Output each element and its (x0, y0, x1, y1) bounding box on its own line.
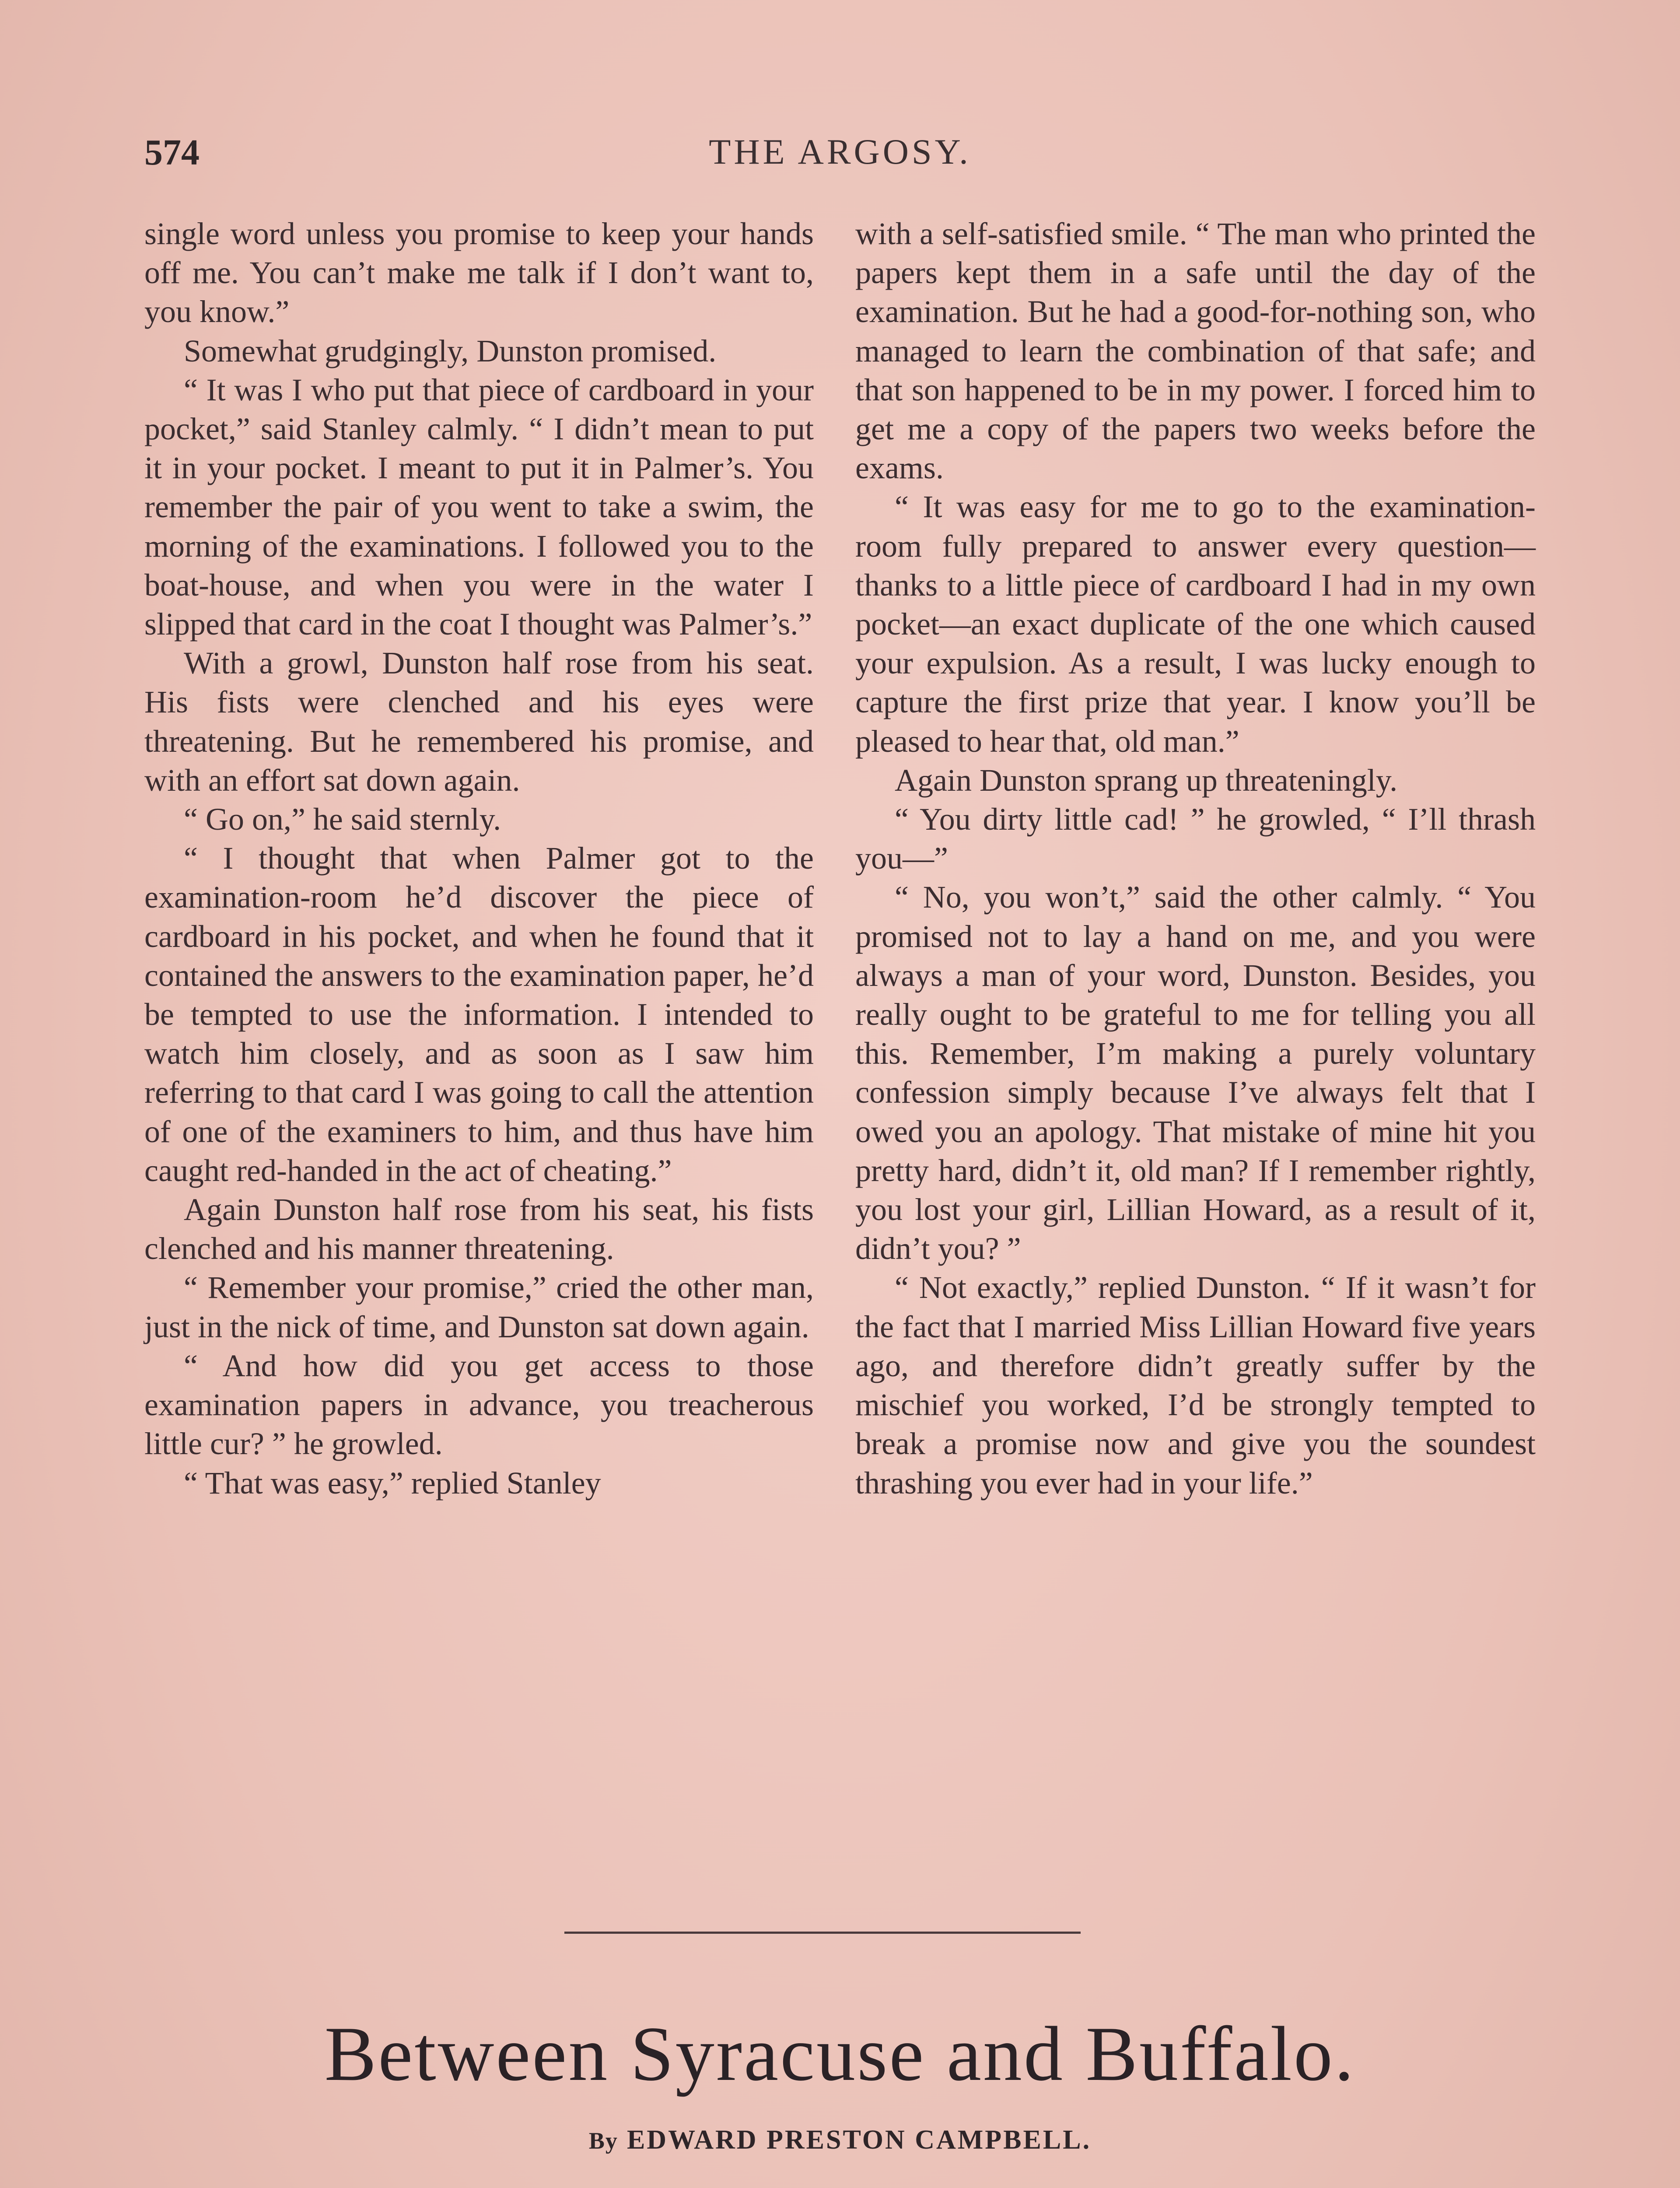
paragraph: “ No, you won’t,” said the other calmly. “ You promised not to lay a hand on me, and you were always a man of your word, Dunston. Besides, you really ought to be grateful to me for telling you all this. Remember, I’m making a purely voluntary confession simply because I’ve always felt that I owed you an apology. That mistake of mine hit you pretty hard, didn’t it, old man? If I remember rightly, you lost your girl, Lillian Howard, as a result of it, didn’t you? ” (855, 880, 1536, 1266)
paragraph: “ You dirty little cad! ” he growled, “ I’ll thrash you—” (855, 802, 1536, 876)
paragraph: Again Dunston half rose from his seat, his fists clenched and his manner threatening. (144, 1192, 814, 1266)
paragraph: “ I thought that when Palmer got to the examination-room he’d discover the piece of cardboard in his pocket, and when he found that it contained the answers to the examination paper, he’d be tempted to use the information. I intended to watch him closely, and as soon as I saw him referring to that card I was going to call the attention of one of the examiners to him, and thus have him caught red-handed in the act of cheating.” (144, 841, 814, 1188)
section-divider (564, 1932, 1081, 1934)
paragraph: with a self-satisfied smile. “ The man who printed the papers kept them in a safe until the day of the examination. But he had a good-for-nothing son, who managed to learn the combination of that safe; and that son happened to be in my power. I forced him to get me a copy of the papers two weeks before the exams. (855, 216, 1536, 486)
paragraph: Somewhat grudgingly, Dunston promised. (184, 333, 717, 368)
paragraph: “ That was easy,” replied Stanley (184, 1465, 601, 1501)
paragraph: “ Not exactly,” replied Dunston. “ If it wasn’t for the fact that I married Miss Lillian Howard five years ago, and therefore didn’t greatly suffer by the mischief you worked, I’d be strongly tempted to break a promise now and give you the soundest thrashing you ever had in your life.” (855, 1270, 1536, 1501)
paragraph: Again Dunston sprang up threateningly. (895, 762, 1398, 798)
page-number: 574 (144, 132, 200, 173)
paragraph: “ And how did you get access to those examination papers in advance, you treacherous little cur? ” he growled. (144, 1348, 814, 1462)
right-column (855, 214, 1536, 1503)
page-header (144, 131, 1536, 179)
paragraph: With a growl, Dunston half rose from his seat. His fists were clenched and his eyes were threatening. But he remembered his promise, and with an effort sat down again. (144, 645, 814, 798)
paragraph: single word unless you promise to keep your hands off me. You can’t make me talk if I don’t want to, you know.” (144, 216, 814, 330)
byline (0, 2125, 1680, 2156)
running-head: THE ARGOSY. (709, 132, 971, 172)
story-title: Between Syracuse and Buffalo. (324, 2010, 1356, 2097)
paragraph: “ It was easy for me to go to the examination-room fully prepared to answer every question—thanks to a little piece of cardboard I had in my own pocket—an exact duplicate of the one which caused your expulsion. As a result, I was lucky enough to capture the first prize that year. I know you’ll be pleased to hear that, old man.” (855, 489, 1536, 759)
author-name: EDWARD PRESTON CAMPBELL. (626, 2125, 1092, 2155)
paragraph: “ Go on,” he said sternly. (184, 802, 501, 837)
paragraph: “ It was I who put that piece of cardboard in your pocket,” said Stanley calmly. “ I didn’t mean to put it in your pocket. I meant to put it in Palmer’s. You remember the pair of you went to take a swim, the morning of the examinations. I followed you to the boat-house, and when you were in the water I slipped that card in the coat I thought was Palmer’s.” (144, 372, 814, 642)
left-column (144, 214, 814, 1503)
byline-by: By (588, 2128, 618, 2154)
paragraph: “ Remember your promise,” cried the other man, just in the nick of time, and Dunston sat down again. (144, 1270, 814, 1344)
